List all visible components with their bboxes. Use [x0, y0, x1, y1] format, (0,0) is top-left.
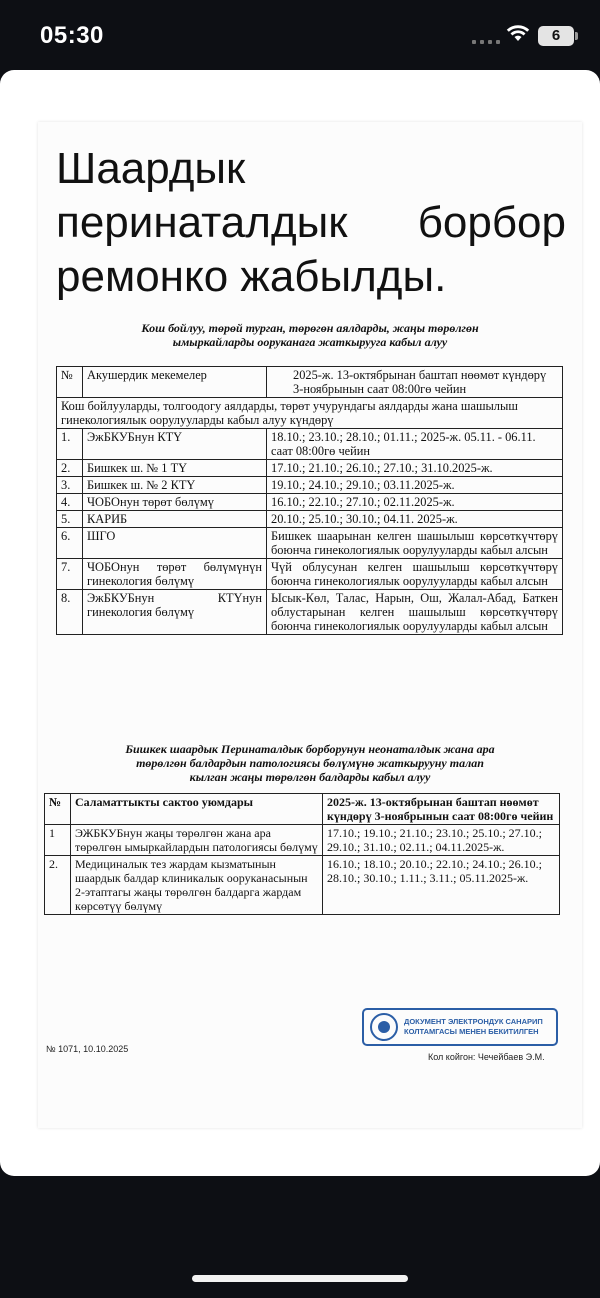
- row-dates: 18.10.; 23.10.; 28.10.; 01.11.; 2025-ж. 05.11. - 06.11. саат 08:00гө чейин: [267, 429, 563, 460]
- row-name: Бишкек ш. № 1 ТҮ: [83, 460, 267, 477]
- battery-icon: 6: [538, 26, 574, 46]
- row-dates: Ысык-Көл, Талас, Нарын, Ош, Жалал-Абад, Баткен облустарынан келген шашылыш көрсөткүчтөрү боюнча гинекологиялык оорулууларды кабыл алсын: [267, 590, 563, 635]
- row-num: 1: [45, 825, 71, 856]
- stamp-line: КОЛТАМГАСЫ МЕНЕН БЕКИТИЛГЕН: [404, 1027, 539, 1036]
- table-row: [45, 856, 560, 915]
- wifi-icon: [506, 24, 530, 42]
- row-name: ЧОБОнун төрөт бөлүмүнүн гинекология бөлүмү: [83, 559, 267, 590]
- table-row: [45, 825, 560, 856]
- row-dates: 19.10.; 24.10.; 29.10.; 03.11.2025-ж.: [267, 477, 563, 494]
- digital-signature-stamp: [362, 1008, 558, 1046]
- header-facility: Саламаттыкты сактоо уюмдары: [71, 794, 323, 825]
- row-name: ЧОБОнун төрөт бөлүмү: [83, 494, 267, 511]
- span-row-text: Кош бойлууларды, толгоодогу аялдарды, төрөт учурундагы аялдарды жана шашылыш гинекологиялык оорулууларды кабыл алуу күндөрү: [57, 398, 563, 429]
- stamp-text: [404, 1017, 543, 1037]
- section-1-title-line: Кош бойлуу, төрөй турган, төрөгөн аялдарды, жаңы төрөлгөн: [141, 321, 479, 335]
- table-row: [57, 494, 563, 511]
- status-time: 05:30: [40, 22, 104, 49]
- table-header-row: [57, 367, 563, 398]
- row-name: Медициналык тез жардам кызматынын шаардык балдар клиникалык ооруканасынын 2-этаптагы жаңы төрөлгөн балдарга жардам көрсөтүү бөлүмү: [71, 856, 323, 915]
- row-dates: 17.10.; 21.10.; 26.10.; 27.10.; 31.10.2025-ж.: [267, 460, 563, 477]
- row-dates: 16.10.; 18.10.; 20.10.; 22.10.; 24.10.; 26.10.; 28.10.; 30.10.; 1.11.; 3.11.; 05.11.2025-ж.: [323, 856, 560, 915]
- header-num: №: [57, 367, 83, 398]
- row-num: 1.: [57, 429, 83, 460]
- row-name: КАРИБ: [83, 511, 267, 528]
- section-1-title-line: ымыркайларды ооруканага жаткырууга кабыл алуу: [172, 335, 448, 349]
- home-indicator[interactable]: [192, 1275, 408, 1282]
- row-dates: 17.10.; 19.10.; 21.10.; 23.10.; 25.10.; 27.10.; 29.10.; 31.10.; 02.11.; 04.11.2025-ж.: [323, 825, 560, 856]
- row-name: ЭЖБКУБнун жаңы төрөлгөн жана ара төрөлгөн ымыркайлардын патологиясы бөлүмү: [71, 825, 323, 856]
- row-name: ЭжБКУБнун КТҮнун гинекология бөлүмү: [83, 590, 267, 635]
- signer: Кол койгон: Чечейбаев Э.М.: [428, 1052, 545, 1062]
- table-row: [57, 429, 563, 460]
- row-num: 6.: [57, 528, 83, 559]
- row-dates: Бишкек шаарынан келген шашылыш көрсөткүчтөрү боюнча гинекологиялык оорулууларды кабыл алсын: [267, 528, 563, 559]
- table-row: [57, 559, 563, 590]
- table-row: [57, 528, 563, 559]
- table-row: [57, 590, 563, 635]
- table-row: [57, 460, 563, 477]
- headline-line-3: ремонко жабылды.: [56, 252, 447, 301]
- neonatal-table: [44, 793, 560, 915]
- document-number: № 1071, 10.10.2025: [46, 1044, 129, 1054]
- row-num: 4.: [57, 494, 83, 511]
- row-num: 8.: [57, 590, 83, 635]
- row-dates: Чүй облусунан келген шашылыш көрсөткүчтөрү боюнча гинекологиялык оорулууларды кабыл алсын: [267, 559, 563, 590]
- status-bar: [0, 0, 600, 70]
- row-num: 2.: [45, 856, 71, 915]
- header-num: №: [45, 794, 71, 825]
- emblem-icon: [370, 1013, 398, 1041]
- section-2-title: [50, 742, 570, 784]
- row-name: ШГО: [83, 528, 267, 559]
- header-institution: Акушердик мекемелер: [83, 367, 267, 398]
- section-2-title-line: төрөлгөн балдардын патологиясы бөлүмүнө жаткырууну талап: [136, 756, 484, 770]
- signal-bars-icon: [472, 30, 502, 44]
- header-period: 2025-ж. 13-октябрынан баштап нөөмөт күндөрү 3-ноябрынын саат 08:00гө чейин: [323, 794, 560, 825]
- section-1-title: [60, 321, 560, 349]
- section-2-title-line: Бишкек шаардык Перинаталдык борборунун неонаталдык жана ара: [125, 742, 495, 756]
- table-header-row: [45, 794, 560, 825]
- row-dates: 16.10.; 22.10.; 27.10.; 02.11.2025-ж.: [267, 494, 563, 511]
- row-num: 3.: [57, 477, 83, 494]
- table-row: [57, 511, 563, 528]
- table-row: [57, 477, 563, 494]
- row-num: 2.: [57, 460, 83, 477]
- section-2-title-line: кылган жаңы төрөлгөн балдарды кабыл алуу: [189, 770, 431, 784]
- row-dates: 20.10.; 25.10.; 30.10.; 04.11. 2025-ж.: [267, 511, 563, 528]
- admission-table: [56, 366, 563, 635]
- stamp-line: ДОКУМЕНТ ЭЛЕКТРОНДУК САНАРИП: [404, 1017, 543, 1026]
- header-period: 2025-ж. 13-октябрынан баштап нөөмөт күндөрү 3-ноябрынын саат 08:00гө чейин: [267, 367, 563, 398]
- row-name: Бишкек ш. № 2 КТҮ: [83, 477, 267, 494]
- headline-overlay: [56, 142, 566, 304]
- headline-line-2: перинаталдык борбор: [56, 198, 566, 247]
- row-num: 7.: [57, 559, 83, 590]
- table-span-row: [57, 398, 563, 429]
- row-name: ЭжБКУБнун КТҮ: [83, 429, 267, 460]
- row-num: 5.: [57, 511, 83, 528]
- headline-line-1: Шаардык: [56, 144, 246, 193]
